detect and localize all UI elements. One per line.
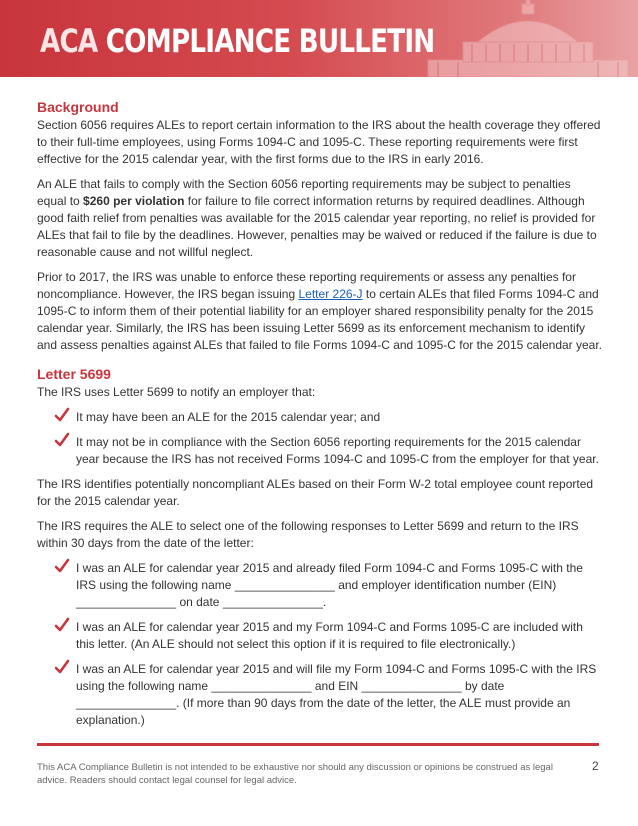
checkmark-icon (54, 407, 70, 423)
list-item-text: I was an ALE for calendar year 2015 and already filed Form 1094-C and Forms 1095-C with the IRS using the following name _______________ and employer identification number (EIN) _______________ on date _______________. (76, 561, 583, 609)
title-compliance-bulletin: COMPLIANCE BULLETIN (105, 22, 435, 60)
checkmark-icon (54, 659, 70, 675)
response-list (37, 560, 602, 729)
checkmark-icon (54, 432, 70, 448)
background-paragraph-2 (37, 176, 602, 261)
paragraph-text: for failure to file correct information returns by required deadlines. Although good faith relief from penalties was available for the 2015 calendar year reporting, no relief is provided for ALEs that fail to file by the deadlines. However, penalties may be waived or reduced if the failure is due to reasonable cause and not willful neglect. (37, 194, 597, 259)
paragraph-text: Prior to 2017, the IRS was unable to enforce these reporting requirements or assess any penalties for noncompliance. However, the IRS began issuing (37, 270, 576, 301)
background-paragraph-1: Section 6056 requires ALEs to report certain information to the IRS about the health coverage they offered to their full-time employees, using Forms 1094-C and 1095-C. These reporting requirements were first effective for the 2015 calendar year, with the first forms due to the IRS in early 2016. (37, 118, 601, 166)
letter-5699-heading: Letter 5699 (37, 366, 111, 382)
list-item (37, 560, 602, 611)
paragraph-text: to certain ALEs that filed Forms 1094-C and 1095-C to inform them of their potential liability for an employer shared responsibility penalty for the 2015 calendar year. Similarly, the IRS has been issuing Letter 5699 as its enforcement mechanism to identify and assess penalties against ALEs that failed to file Forms 1094-C and 1095-C for the 2015 calendar year. (37, 287, 603, 352)
footer-divider (37, 743, 599, 746)
notify-list (37, 409, 602, 468)
list-item-text: It may have been an ALE for the 2015 calendar year; and (76, 410, 381, 424)
checkmark-icon (54, 617, 70, 633)
paragraph-text: An ALE that fails to comply with the Section 6056 reporting requirements may be subject to penalties equal to (37, 177, 571, 208)
background-heading: Background (37, 99, 119, 115)
title-aca: ACA (40, 22, 98, 60)
checkmark-icon (54, 558, 70, 574)
bulletin-title (40, 22, 434, 60)
list-item (37, 661, 602, 729)
penalty-amount: $260 per violation (83, 194, 185, 208)
background-paragraph-3 (37, 269, 602, 354)
page-number: 2 (592, 759, 599, 773)
requires-paragraph: The IRS requires the ALE to select one of the following responses to Letter 5699 and return to the IRS within 30 days from the date of the letter: (37, 519, 579, 550)
list-item (37, 434, 602, 468)
list-item (37, 619, 602, 653)
footer-disclaimer: This ACA Compliance Bulletin is not intended to be exhaustive nor should any discussion or opinions be construed as legal advice. Readers should contact legal counsel for legal advice. (37, 762, 553, 786)
list-item-text: It may not be in compliance with the Section 6056 reporting requirements for the 2015 calendar year because the IRS has not received Forms 1094-C and 1095-C from the employer for that year. (76, 435, 599, 466)
header-banner (0, 0, 638, 77)
list-item (37, 409, 602, 426)
capitol-dome-image (408, 0, 638, 77)
list-item-text: I was an ALE for calendar year 2015 and my Form 1094-C and Forms 1095-C are included with this letter. (An ALE should not select this option if it is required to file electronically.) (76, 620, 583, 651)
letter-226j-link[interactable]: Letter 226-J (298, 287, 363, 301)
document-body (37, 98, 602, 737)
letter-5699-intro: The IRS uses Letter 5699 to notify an employer that: (37, 385, 316, 399)
identify-paragraph: The IRS identifies potentially noncompliant ALEs based on their Form W-2 total employee count reported for the 2015 calendar year. (37, 477, 594, 508)
list-item-text: I was an ALE for calendar year 2015 and will file my Form 1094-C and Forms 1095-C with the IRS using the following name _______________ and EIN _______________ by date _______________. (If more than 90 days from the date of the letter, the ALE must provide an explanation.) (76, 662, 597, 727)
